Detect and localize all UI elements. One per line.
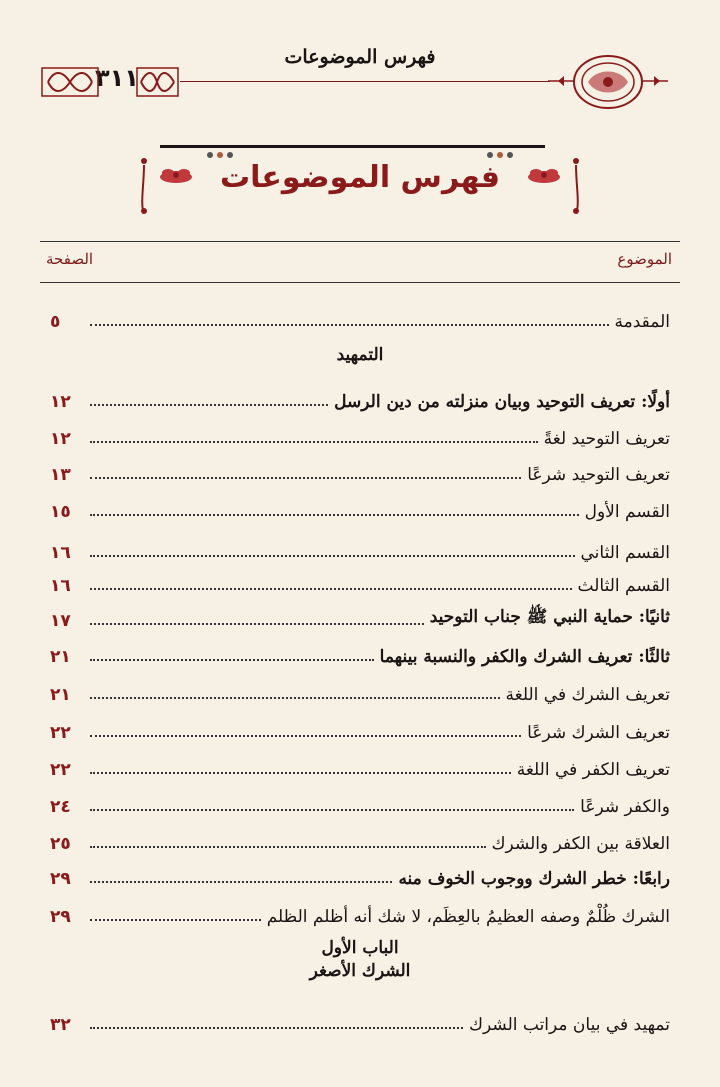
- leader-dots: [90, 477, 521, 479]
- entry-text: تعريف التوحيد شرعًا: [527, 465, 670, 485]
- entry-page: ١٥: [50, 502, 71, 522]
- entry-page: ١٢: [50, 429, 71, 449]
- toc-entry: [50, 488, 670, 522]
- entry-page: ٢٤: [50, 797, 71, 817]
- chapter-heading: الباب الأول: [321, 938, 399, 958]
- toc-entry: [50, 378, 670, 412]
- leader-dots: [90, 404, 328, 406]
- leader-dots: [90, 514, 579, 516]
- left-ornament-2-icon: [135, 62, 180, 102]
- leader-dots: [90, 623, 424, 625]
- entry-text: القسم الأول: [584, 502, 670, 522]
- toc-entry: [50, 855, 670, 889]
- leader-dots: [90, 919, 261, 921]
- entry-page: ٢٢: [50, 723, 71, 743]
- entry-page: ٢٥: [50, 834, 71, 854]
- entry-page: ٢١: [50, 685, 71, 705]
- entry-page: ١٧: [50, 611, 71, 631]
- leader-dots: [90, 659, 374, 661]
- left-ornament-icon: [40, 62, 100, 102]
- toc-entry: [50, 709, 670, 743]
- entry-text: تعريف الشرك شرعًا: [527, 723, 670, 743]
- toc-entry: [50, 597, 670, 631]
- toc-entry: [50, 415, 670, 449]
- intro-heading: التمهيد: [336, 345, 384, 365]
- chapter-subheading: الشرك الأصغر: [309, 961, 411, 981]
- entry-page: ١٢: [50, 392, 71, 412]
- entry-text: القسم الثالث: [577, 576, 670, 596]
- toc-entry: [50, 529, 670, 563]
- entry-text: رابعًا: خطر الشرك ووجوب الخوف منه: [398, 869, 670, 889]
- entry-page: ٢٩: [50, 869, 71, 889]
- leader-dots: [90, 697, 500, 699]
- entry-page: ٢١: [50, 647, 71, 667]
- header-top-rule: [40, 241, 680, 242]
- toc-entry: [50, 820, 670, 854]
- entry-text: ثالثًا: تعريف الشرك والكفر والنسبة بينهما: [379, 647, 670, 667]
- toc-entry: [50, 1001, 670, 1035]
- entry-page: ٢٩: [50, 907, 71, 927]
- entry-text: تعريف الشرك في اللغة: [505, 685, 670, 705]
- toc-entry: [50, 562, 670, 596]
- leader-dots: [90, 772, 511, 774]
- entry-text: تعريف الكفر في اللغة: [516, 760, 670, 780]
- entry-text: القسم الثاني: [580, 543, 670, 563]
- leader-dots: [90, 588, 572, 590]
- toc-entry: [50, 746, 670, 780]
- entry-page: ١٦: [50, 543, 71, 563]
- toc-entry: [50, 671, 670, 705]
- column-page-header: الصفحة: [46, 250, 94, 268]
- entry-text: ثانيًا: حماية النبي ﷺ جناب التوحيد: [429, 607, 670, 627]
- section-title: فهرس الموضوعات: [219, 160, 501, 195]
- running-header-title: فهرس الموضوعات: [284, 46, 436, 68]
- page-number: ٣١١: [95, 64, 139, 92]
- toc-entry: [50, 893, 670, 927]
- leader-dots: [90, 846, 486, 848]
- toc-entry: [50, 451, 670, 485]
- entry-text: تمهيد في بيان مراتب الشرك: [469, 1015, 670, 1035]
- entry-text: العلاقة بين الكفر والشرك: [491, 834, 670, 854]
- toc-entry: [50, 298, 670, 332]
- entry-text: تعريف التوحيد لغةً: [543, 429, 670, 449]
- entry-text: الشرك ظُلْمٌ وصفه العظيمُ بالعِظَم، لا شك أنه أظلم الظلم: [266, 907, 670, 927]
- entry-page: ١٦: [50, 576, 71, 596]
- leader-dots: [90, 735, 521, 737]
- leader-dots: [90, 809, 574, 811]
- leader-dots: [90, 555, 575, 557]
- entry-text: والكفر شرعًا: [580, 797, 670, 817]
- header-bottom-rule: [40, 282, 680, 283]
- column-topic-header: الموضوع: [617, 250, 672, 268]
- entry-page: ١٣: [50, 465, 71, 485]
- entry-text: المقدمة: [614, 312, 670, 332]
- entry-page: ٢٢: [50, 760, 71, 780]
- toc-entry: [50, 783, 670, 817]
- leader-dots: [90, 441, 538, 443]
- entry-page: ٥: [50, 312, 61, 332]
- right-medallion-icon: [548, 52, 668, 112]
- leader-dots: [90, 1027, 463, 1029]
- entry-text: أولًا: تعريف التوحيد وبيان منزلته من دين الرسل: [334, 392, 670, 412]
- header-rule: [180, 81, 550, 82]
- toc-entry: [50, 633, 670, 667]
- leader-dots: [90, 881, 392, 883]
- entry-page: ٣٢: [50, 1015, 71, 1035]
- leader-dots: [90, 324, 609, 326]
